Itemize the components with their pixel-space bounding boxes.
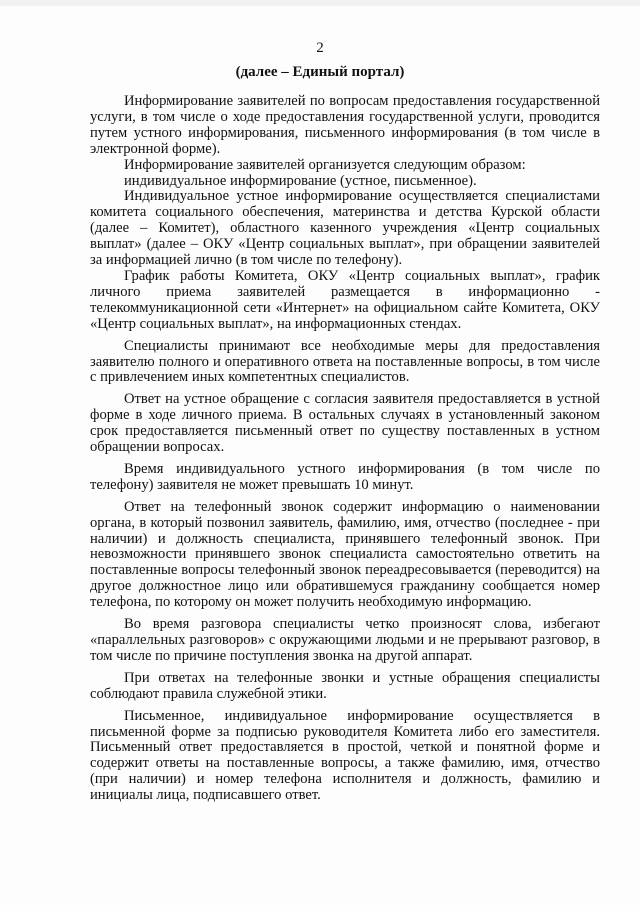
paragraph: индивидуальное информирование (устное, письменное). — [124, 172, 477, 189]
paragraph: Информирование заявителей по вопросам предоставления государственной услуги, в том числе о ходе предоставления государственной услуги, проводится путем устного информирования, письменного информирования (в том числе в электронной форме). — [90, 93, 600, 157]
paragraph: Письменное, индивидуальное информирование осуществляется в письменной форме за подписью руководителя Комитета либо его заместителя. Письменный ответ предоставляется в простой, четкой и понятной форме и содержит ответы на поставленные вопросы, а также фамилию, имя, отчество (при наличии) и номер телефона исполнителя и должность, фамилию и инициалы лица, подписавшего ответ. — [90, 707, 600, 804]
paragraph: Индивидуальное устное информирование осуществляется специалистами комитета социального обеспечения, материнства и детства Курской области (далее – Комитет), областного казенного учреждения «Центр социальных выплат» (далее – ОКУ «Центр социальных выплат», при обращении заявителей за информацией лично (в том числе по телефону). — [90, 188, 600, 269]
paragraph: График работы Комитета, ОКУ «Центр социальных выплат», график личного приема заявителей размещается в информационно - телекоммуникационной сети «Интернет» на официальном сайте Комитета, ОКУ «Центр социальных выплат», на информационных стендах. — [90, 267, 600, 332]
page-number: 2 — [316, 40, 324, 56]
paragraph: Ответ на устное обращение с согласия заявителя предоставляется в устной форме в ходе личного приема. В остальных случаях в установленный законом срок предоставляется письменный ответ по существу поставленных в устном обращении вопросах. — [90, 391, 600, 456]
scan-top-edge — [0, 0, 640, 6]
document-body — [90, 94, 600, 804]
paragraph: Специалисты принимают все необходимые меры для предоставления заявителю полного и оперативного ответа на поставленные вопросы, в том числе с привлечением иных компетентных специалистов. — [90, 337, 600, 386]
paragraph: Время индивидуального устного информирования (в том числе по телефону) заявителя не может превышать 10 минут. — [90, 460, 600, 493]
paragraph: Информирование заявителей организуется следующим образом: — [124, 156, 526, 173]
paragraph: Во время разговора специалисты четко произносят слова, избегают «параллельных разговоров» с окружающими людьми и не прерывают разговор, в том числе по причине поступления звонка на другой аппарат. — [90, 616, 600, 664]
paragraph: При ответах на телефонные звонки и устные обращения специалисты соблюдают правила служебной этики. — [90, 669, 600, 702]
section-heading: (далее – Единый портал) — [235, 64, 405, 80]
paragraph: Ответ на телефонный звонок содержит информацию о наименовании органа, в который позвонил заявитель, фамилию, имя, отчество (последнее - при наличии) и должность специалиста, принявшего телефонный звонок. При невозможности принявшего звонок специалиста самостоятельно ответить на поставленные вопросы телефонный звонок переадресовывается (переводится) на другое должностное лицо или обратившемуся гражданину сообщается номер телефона, по которому он может получить необходимую информацию. — [90, 498, 600, 611]
